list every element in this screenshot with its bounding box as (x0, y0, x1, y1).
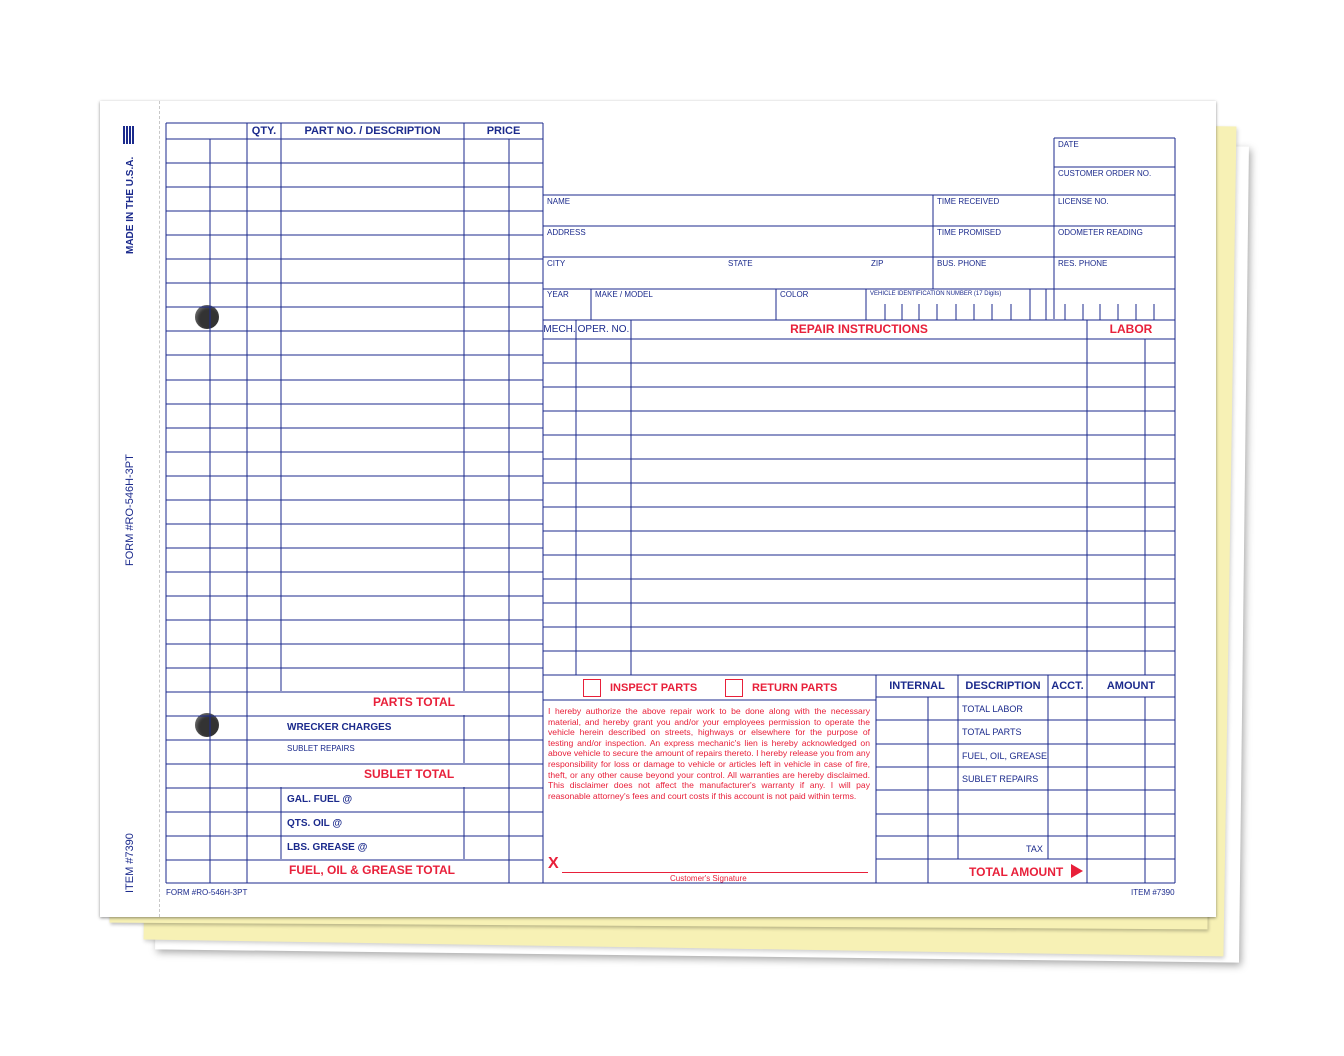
address-label: ADDRESS (547, 228, 586, 237)
amount-header: AMOUNT (1106, 680, 1156, 692)
side-item-number: ITEM #7390 (124, 833, 136, 893)
date-label: DATE (1058, 140, 1079, 149)
qts-oil-label: QTS. OIL @ (287, 818, 343, 829)
footer-item-number: ITEM #7390 (1131, 888, 1175, 897)
city-label: CITY (547, 259, 566, 268)
customer-order-label: CUSTOMER ORDER NO. (1058, 169, 1152, 178)
parts-total-label: PARTS TOTAL (373, 695, 455, 709)
total-amount-label: TOTAL AMOUNT (969, 865, 1064, 879)
oper-no-header: OPER. NO. (577, 324, 630, 335)
total-parts-label: TOTAL PARTS (962, 727, 1022, 737)
fuel-oil-grease-total-label: FUEL, OIL & GREASE TOTAL (289, 863, 456, 877)
time-received-label: TIME RECEIVED (937, 197, 1000, 206)
inspect-parts-label: INSPECT PARTS (610, 682, 698, 694)
gal-fuel-label: GAL. FUEL @ (287, 794, 353, 805)
lbs-grease-label: LBS. GREASE @ (287, 842, 368, 853)
make-model-label: MAKE / MODEL (595, 290, 653, 299)
year-label: YEAR (547, 290, 569, 299)
description-header: DESCRIPTION (965, 680, 1041, 692)
license-label: LICENSE NO. (1058, 197, 1109, 206)
tax-label: TAX (1026, 844, 1043, 854)
summary-sublet-repairs-label: SUBLET REPAIRS (962, 774, 1039, 784)
repair-instructions-header: REPAIR INSTRUCTIONS (790, 322, 928, 336)
arrow-right-icon (1071, 864, 1083, 883)
mech-header: MECH. (543, 324, 576, 335)
name-label: NAME (547, 197, 571, 206)
return-parts-checkbox[interactable] (725, 679, 743, 697)
state-label: STATE (728, 259, 753, 268)
labor-header: LABOR (1109, 322, 1153, 336)
total-labor-label: TOTAL LABOR (962, 704, 1023, 714)
signature-line[interactable] (562, 872, 868, 873)
side-form-number: FORM #RO-546H-3PT (124, 454, 136, 566)
bus-phone-label: BUS. PHONE (937, 259, 987, 268)
fuel-oil-grease-label: FUEL, OIL, GREASE (962, 751, 1048, 761)
authorization-disclaimer: I hereby authorize the above repair work to be done along with the necessary material, and hereby grant you and/or your employees permission to operate the vehicle herein described on streets, highways or elsewhere for the purpose of testing and/or inspection. An express mechanic's lien is hereby acknowledged on above vehicle to secure the amount of repairs thereto. I hereby release you from any responsibility for loss or damage to vehicle or articles left in vehicle in case of fire, theft, or any other cause beyond your control. All warranties are hereby disclaimed. This disclaimer does not affect the manufacturer's warranty if any. I will pay reasonable attorney's fees and court costs if this account is not paid within terms. (548, 706, 870, 801)
inspect-parts-checkbox[interactable] (583, 679, 601, 697)
sublet-total-label: SUBLET TOTAL (364, 767, 455, 781)
qty-header: QTY. (251, 125, 277, 137)
time-promised-label: TIME PROMISED (937, 228, 1002, 237)
signature-caption: Customer's Signature (670, 874, 747, 883)
made-in-usa-label: MADE IN THE U.S.A. (125, 156, 136, 254)
price-header: PRICE (486, 125, 521, 137)
odometer-label: ODOMETER READING (1058, 228, 1143, 237)
footer-form-number: FORM #RO-546H-3PT (166, 888, 248, 897)
signature-x-mark: X (548, 855, 559, 872)
vin-label: VEHICLE IDENTIFICATION NUMBER (17 Digits) (870, 291, 1002, 297)
res-phone-label: RES. PHONE (1058, 259, 1108, 268)
acct-header: ACCT. (1051, 680, 1084, 692)
color-label: COLOR (780, 290, 809, 299)
part-description-header: PART NO. / DESCRIPTION (304, 125, 441, 137)
return-parts-label: RETURN PARTS (752, 682, 838, 694)
internal-header: INTERNAL (889, 680, 945, 692)
sublet-repairs-label: SUBLET REPAIRS (287, 744, 355, 753)
wrecker-charges-label: WRECKER CHARGES (287, 722, 392, 733)
zip-label: ZIP (871, 259, 884, 268)
